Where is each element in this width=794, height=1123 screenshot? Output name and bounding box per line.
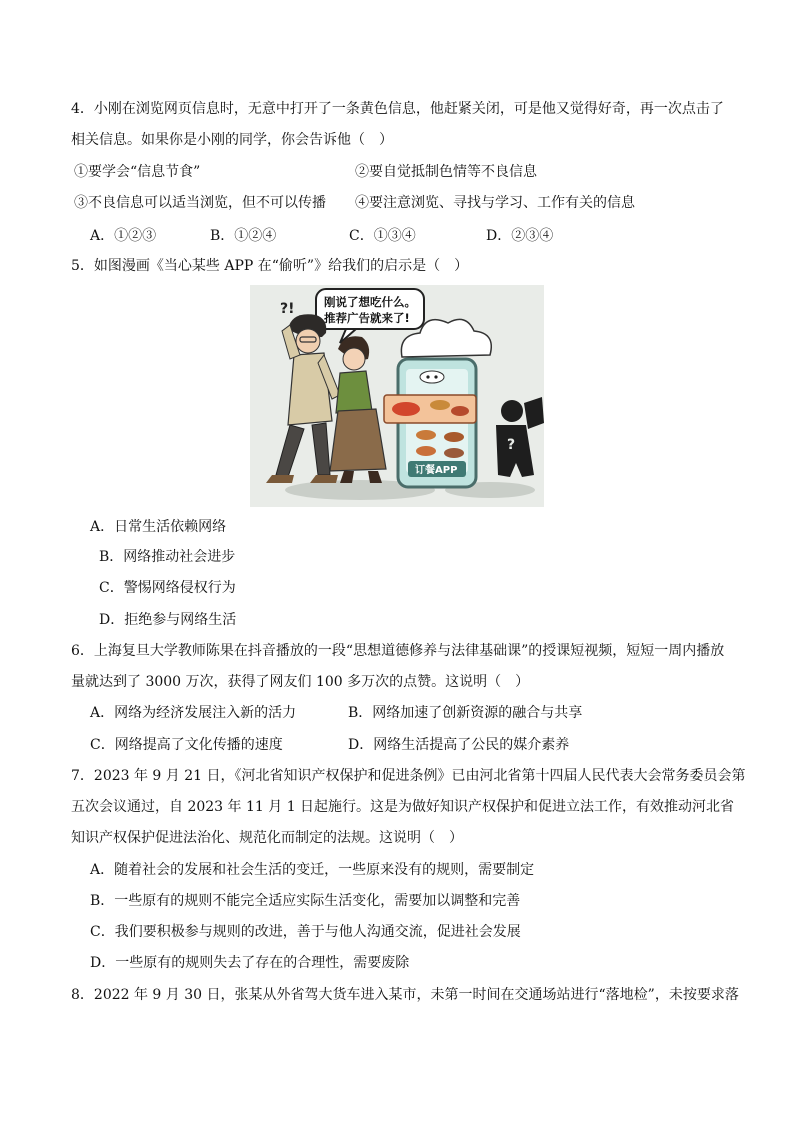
- exclaim-mark: ?!: [280, 301, 295, 317]
- q6-option-a[interactable]: A．网络为经济发展注入新的活力: [90, 705, 297, 721]
- bubble-line2: 推荐广告就来了!: [324, 311, 410, 325]
- q4-statement-3: ③不良信息可以适当浏览，但不可以传播: [74, 195, 326, 211]
- q7-option-d[interactable]: D．一些原有的规则失去了存在的合理性，需要废除: [90, 955, 410, 971]
- q7-option-c[interactable]: C．我们要积极参与规则的改进，善于与他人沟通交流，促进社会发展: [90, 924, 521, 940]
- q7-stem-line2: 五次会议通过，自 2023 年 11 月 1 日起施行。这是为做好知识产权保护和促进立法工作，有效推动河北省: [71, 799, 735, 815]
- q7-option-a[interactable]: A．随着社会的发展和社会生活的变迁，一些原来没有的规则，需要制定: [90, 862, 535, 878]
- q4-option-c[interactable]: C．①③④: [349, 228, 416, 244]
- phone-app: [384, 359, 476, 487]
- q7-stem-line3: 知识产权保护促进法治化、规范化而制定的法规。这说明（ ）: [71, 830, 463, 846]
- q6-option-d[interactable]: D．网络生活提高了公民的媒介素养: [348, 737, 570, 753]
- bubble-line1: 刚说了想吃什么。: [324, 295, 416, 309]
- q4-option-b[interactable]: B．①②④: [210, 228, 277, 244]
- q5-option-d[interactable]: D．拒绝参与网络生活: [99, 612, 237, 628]
- q8-stem-line1: 8．2022 年 9 月 30 日，张某从外省驾大货车进入某市，未第一时间在交通场站进行“落地检”，未按要求落: [71, 987, 739, 1003]
- svg-text:?: ?: [507, 437, 516, 453]
- q7-stem-line1: 7．2023 年 9 月 21 日，《河北省知识产权保护和促进条例》已由河北省第十四届人民代表大会常务委员会第: [71, 768, 746, 784]
- q4-statement-2: ②要自觉抵制色情等不良信息: [355, 164, 537, 180]
- q7-option-b[interactable]: B．一些原有的规则不能完全适应实际生活变化，需要加以调整和完善: [90, 893, 521, 909]
- q4-option-a[interactable]: A．①②③: [90, 228, 157, 244]
- q6-option-b[interactable]: B．网络加速了创新资源的融合与共享: [348, 705, 583, 721]
- q4-statement-1: ①要学会“信息节食”: [74, 164, 201, 180]
- q6-stem-line2: 量就达到了 3000 万次，获得了网友们 100 多万次的点赞。这说明（ ）: [71, 674, 530, 690]
- q6-stem-line1: 6．上海复旦大学教师陈果在抖音播放的一段“思想道德修养与法律基础课”的授课短视频，短短一周内播放: [71, 643, 725, 659]
- q4-option-d[interactable]: D．②③④: [486, 228, 554, 244]
- q4-stem-line1: 4．小刚在浏览网页信息时，无意中打开了一条黄色信息，他赶紧关闭，可是他又觉得好奇，再一次点击了: [71, 101, 724, 117]
- q4-statement-4: ④要注意浏览、寻找与学习、工作有关的信息: [355, 195, 635, 211]
- comic-illustration: [250, 285, 544, 507]
- q5-option-a[interactable]: A．日常生活依赖网络: [90, 519, 227, 535]
- q6-option-c[interactable]: C．网络提高了文化传播的速度: [90, 737, 283, 753]
- q5-option-b[interactable]: B．网络推动社会进步: [99, 549, 236, 565]
- q5-stem: 5．如图漫画《当心某些 APP 在“偷听”》给我们的启示是（ ）: [71, 258, 469, 274]
- app-label: 订餐APP: [415, 465, 458, 476]
- comic-svg: [250, 285, 544, 507]
- q4-stem-line2: 相关信息。如果你是小刚的同学，你会告诉他（ ）: [71, 132, 393, 148]
- q5-option-c[interactable]: C．警惕网络侵权行为: [99, 580, 236, 596]
